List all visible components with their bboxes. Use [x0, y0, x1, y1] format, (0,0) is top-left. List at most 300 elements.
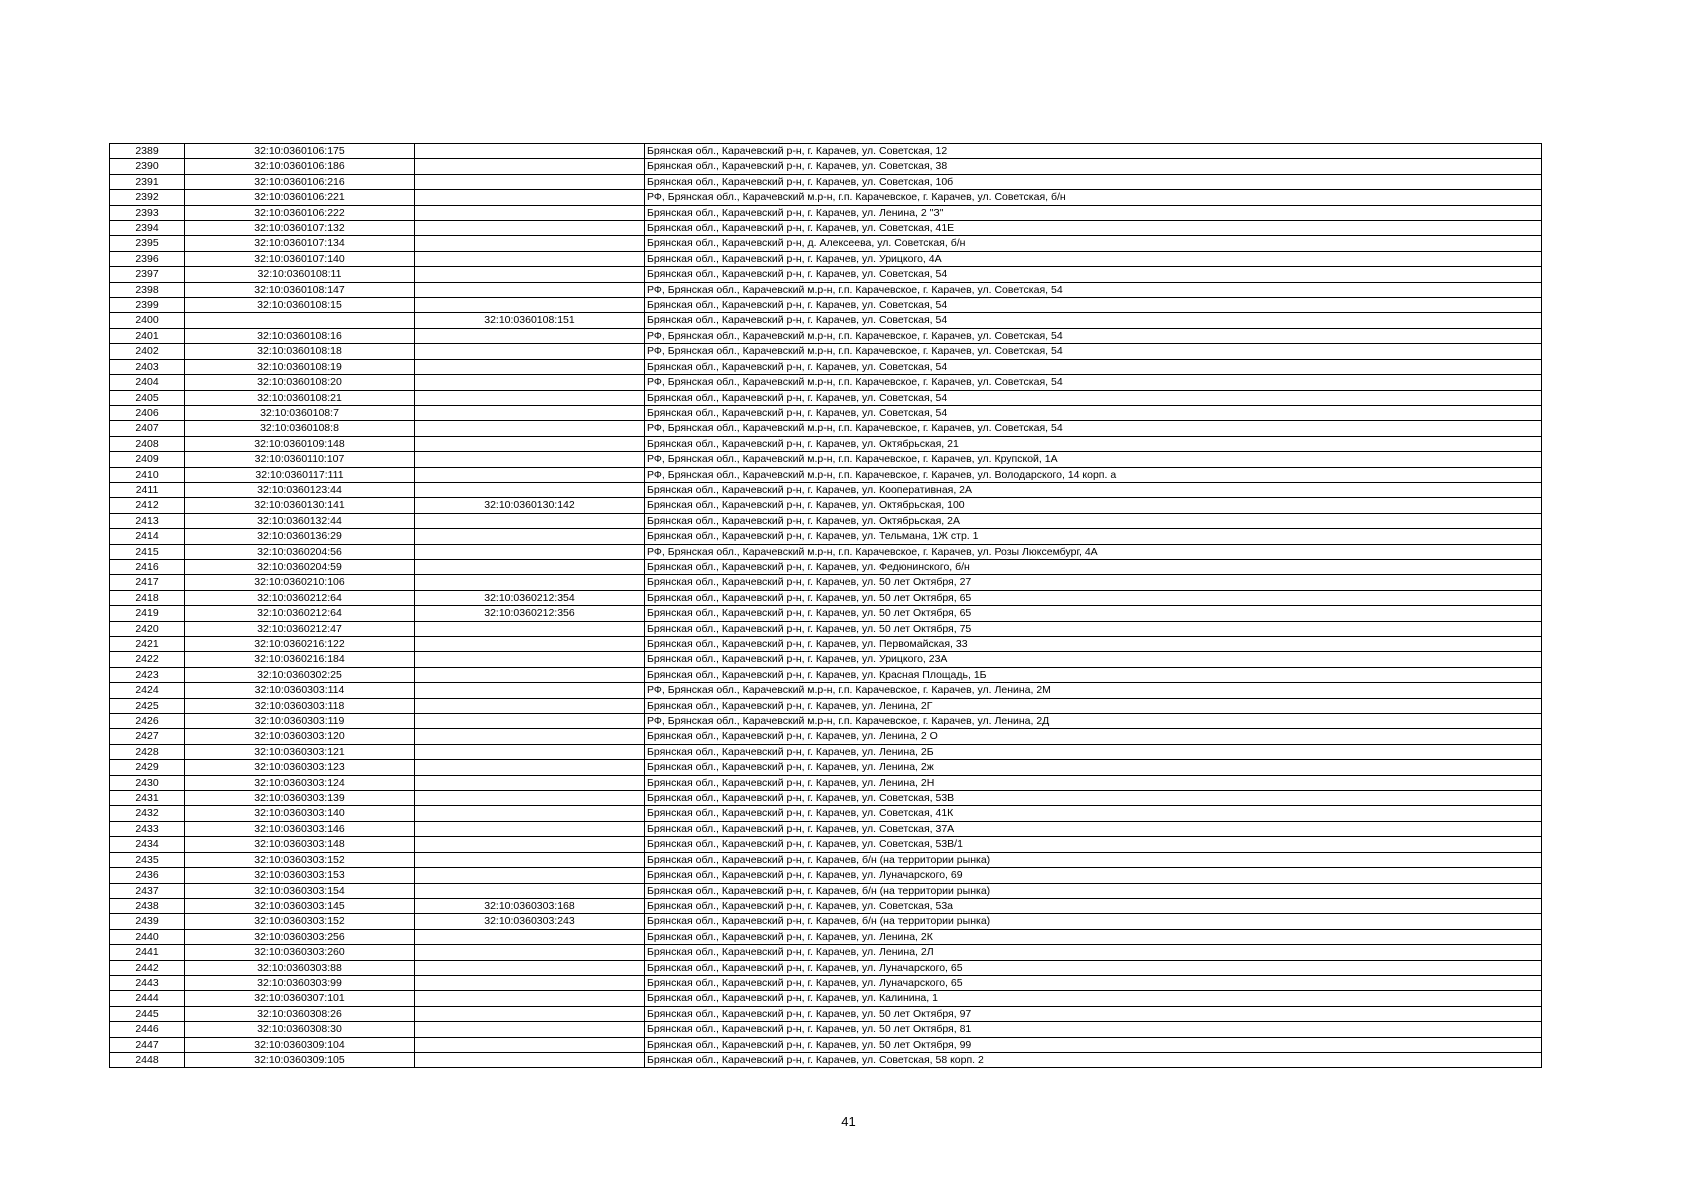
cadastral-number-cell: 32:10:0360106:222	[185, 205, 415, 220]
cadastral-number-cell: 32:10:0360308:30	[185, 1022, 415, 1037]
cadastral-number-cell: 32:10:0360303:121	[185, 744, 415, 759]
cadastral-number-cell	[185, 313, 415, 328]
address-cell: Брянская обл., Карачевский р-н, г. Карачев, ул. 50 лет Октября, 97	[645, 1006, 1542, 1021]
address-cell: Брянская обл., Карачевский р-н, г. Карачев, ул. Советская, 53В	[645, 791, 1542, 806]
cadastral-number-cell: 32:10:0360107:140	[185, 251, 415, 266]
cadastral-number-cell: 32:10:0360216:184	[185, 652, 415, 667]
building-cadastral-number-cell	[415, 1006, 645, 1021]
building-cadastral-number-cell	[415, 205, 645, 220]
table-row	[110, 1037, 1542, 1052]
row-number-cell: 2412	[110, 498, 185, 513]
table-row	[110, 251, 1542, 266]
building-cadastral-number-cell	[415, 1022, 645, 1037]
building-cadastral-number-cell	[415, 991, 645, 1006]
table-row	[110, 575, 1542, 590]
table-row	[110, 190, 1542, 205]
address-cell: Брянская обл., Карачевский р-н, г. Карачев, ул. Советская, 58 корп. 2	[645, 1052, 1542, 1067]
building-cadastral-number-cell	[415, 621, 645, 636]
address-cell: РФ, Брянская обл., Карачевский м.р-н, г.п. Карачевское, г. Карачев, ул. Розы Люксембург, 4А	[645, 544, 1542, 559]
row-number-cell: 2397	[110, 267, 185, 282]
address-cell: РФ, Брянская обл., Карачевский м.р-н, г.п. Карачевское, г. Карачев, ул. Советская, 54	[645, 328, 1542, 343]
building-cadastral-number-cell	[415, 344, 645, 359]
row-number-cell: 2445	[110, 1006, 185, 1021]
table-row	[110, 159, 1542, 174]
table-row	[110, 174, 1542, 189]
table-row	[110, 821, 1542, 836]
building-cadastral-number-cell	[415, 883, 645, 898]
building-cadastral-number-cell	[415, 714, 645, 729]
address-cell: Брянская обл., Карачевский р-н, г. Карачев, ул. Советская, 12	[645, 144, 1542, 159]
building-cadastral-number-cell	[415, 436, 645, 451]
row-number-cell: 2403	[110, 359, 185, 374]
cadastral-number-cell: 32:10:0360303:139	[185, 791, 415, 806]
building-cadastral-number-cell	[415, 298, 645, 313]
cadastral-number-cell: 32:10:0360308:26	[185, 1006, 415, 1021]
address-cell: Брянская обл., Карачевский р-н, г. Карачев, ул. Советская, 54	[645, 359, 1542, 374]
cadastral-number-cell: 32:10:0360108:15	[185, 298, 415, 313]
table-row	[110, 760, 1542, 775]
row-number-cell: 2392	[110, 190, 185, 205]
table-row	[110, 390, 1542, 405]
cadastral-number-cell: 32:10:0360210:106	[185, 575, 415, 590]
address-cell: Брянская обл., Карачевский р-н, г. Карачев, ул. Советская, 54	[645, 313, 1542, 328]
row-number-cell: 2393	[110, 205, 185, 220]
address-cell: Брянская обл., Карачевский р-н, г. Карачев, ул. Федюнинского, б/н	[645, 559, 1542, 574]
table-row	[110, 221, 1542, 236]
table-row	[110, 914, 1542, 929]
address-cell: Брянская обл., Карачевский р-н, г. Карачев, ул. Советская, 54	[645, 405, 1542, 420]
cadastral-number-cell: 32:10:0360303:123	[185, 760, 415, 775]
row-number-cell: 2420	[110, 621, 185, 636]
building-cadastral-number-cell	[415, 868, 645, 883]
table-row	[110, 298, 1542, 313]
row-number-cell: 2423	[110, 667, 185, 682]
table-row	[110, 744, 1542, 759]
cadastral-number-cell: 32:10:0360108:147	[185, 282, 415, 297]
address-cell: Брянская обл., Карачевский р-н, г. Карачев, ул. 50 лет Октября, 75	[645, 621, 1542, 636]
building-cadastral-number-cell	[415, 960, 645, 975]
cadastral-number-cell: 32:10:0360108:21	[185, 390, 415, 405]
building-cadastral-number-cell	[415, 482, 645, 497]
cadastral-number-cell: 32:10:0360212:47	[185, 621, 415, 636]
table-row	[110, 590, 1542, 605]
building-cadastral-number-cell	[415, 267, 645, 282]
building-cadastral-number-cell	[415, 637, 645, 652]
cadastral-number-cell: 32:10:0360309:104	[185, 1037, 415, 1052]
cadastral-number-cell: 32:10:0360108:20	[185, 375, 415, 390]
address-cell: Брянская обл., Карачевский р-н, г. Карачев, ул. Луначарского, 65	[645, 975, 1542, 990]
building-cadastral-number-cell: 32:10:0360303:243	[415, 914, 645, 929]
address-cell: Брянская обл., Карачевский р-н, г. Карачев, ул. Ленина, 2ж	[645, 760, 1542, 775]
table-row	[110, 436, 1542, 451]
cadastral-number-cell: 32:10:0360303:152	[185, 914, 415, 929]
cadastral-number-cell: 32:10:0360303:145	[185, 898, 415, 913]
table-row	[110, 837, 1542, 852]
table-row	[110, 852, 1542, 867]
cadastral-number-cell: 32:10:0360109:148	[185, 436, 415, 451]
address-cell: Брянская обл., Карачевский р-н, г. Карачев, ул. Калинина, 1	[645, 991, 1542, 1006]
table-row	[110, 898, 1542, 913]
table-row	[110, 667, 1542, 682]
address-cell: Брянская обл., Карачевский р-н, г. Карачев, ул. Октябрьская, 100	[645, 498, 1542, 513]
building-cadastral-number-cell	[415, 929, 645, 944]
address-cell: Брянская обл., Карачевский р-н, г. Карачев, ул. Ленина, 2Н	[645, 775, 1542, 790]
row-number-cell: 2432	[110, 806, 185, 821]
address-cell: РФ, Брянская обл., Карачевский м.р-н, г.п. Карачевское, г. Карачев, ул. Володарского, 14 корп. а	[645, 467, 1542, 482]
building-cadastral-number-cell	[415, 1037, 645, 1052]
cadastral-number-cell: 32:10:0360303:154	[185, 883, 415, 898]
cadastral-number-cell: 32:10:0360303:99	[185, 975, 415, 990]
cadastral-number-cell: 32:10:0360204:59	[185, 559, 415, 574]
cadastral-number-cell: 32:10:0360106:186	[185, 159, 415, 174]
address-cell: Брянская обл., Карачевский р-н, г. Карачев, ул. Ленина, 2 О	[645, 729, 1542, 744]
cadastral-number-cell: 32:10:0360108:11	[185, 267, 415, 282]
cadastral-number-cell: 32:10:0360108:8	[185, 421, 415, 436]
address-cell: РФ, Брянская обл., Карачевский м.р-н, г.п. Карачевское, г. Карачев, ул. Советская, 54	[645, 282, 1542, 297]
table-row	[110, 698, 1542, 713]
address-cell: Брянская обл., Карачевский р-н, г. Карачев, ул. Советская, 54	[645, 390, 1542, 405]
row-number-cell: 2429	[110, 760, 185, 775]
table-row	[110, 559, 1542, 574]
row-number-cell: 2443	[110, 975, 185, 990]
row-number-cell: 2419	[110, 606, 185, 621]
row-number-cell: 2411	[110, 482, 185, 497]
building-cadastral-number-cell	[415, 775, 645, 790]
row-number-cell: 2441	[110, 945, 185, 960]
row-number-cell: 2409	[110, 452, 185, 467]
cadastral-number-cell: 32:10:0360212:64	[185, 606, 415, 621]
table-row	[110, 683, 1542, 698]
building-cadastral-number-cell	[415, 251, 645, 266]
row-number-cell: 2442	[110, 960, 185, 975]
row-number-cell: 2389	[110, 144, 185, 159]
table-row	[110, 498, 1542, 513]
cadastral-number-cell: 32:10:0360303:260	[185, 945, 415, 960]
cadastral-number-cell: 32:10:0360303:148	[185, 837, 415, 852]
table-row	[110, 144, 1542, 159]
row-number-cell: 2436	[110, 868, 185, 883]
row-number-cell: 2418	[110, 590, 185, 605]
building-cadastral-number-cell: 32:10:0360212:356	[415, 606, 645, 621]
row-number-cell: 2433	[110, 821, 185, 836]
address-cell: Брянская обл., Карачевский р-н, г. Карачев, ул. Советская, 53В/1	[645, 837, 1542, 852]
row-number-cell: 2396	[110, 251, 185, 266]
cadastral-number-cell: 32:10:0360303:118	[185, 698, 415, 713]
building-cadastral-number-cell	[415, 405, 645, 420]
table-row	[110, 975, 1542, 990]
row-number-cell: 2424	[110, 683, 185, 698]
cadastral-number-cell: 32:10:0360303:119	[185, 714, 415, 729]
building-cadastral-number-cell	[415, 421, 645, 436]
property-registry-table	[109, 143, 1542, 1068]
building-cadastral-number-cell	[415, 945, 645, 960]
building-cadastral-number-cell	[415, 221, 645, 236]
address-cell: Брянская обл., Карачевский р-н, г. Карачев, ул. Советская, 38	[645, 159, 1542, 174]
address-cell: Брянская обл., Карачевский р-н, г. Карачев, ул. 50 лет Октября, 99	[645, 1037, 1542, 1052]
cadastral-number-cell: 32:10:0360307:101	[185, 991, 415, 1006]
cadastral-number-cell: 32:10:0360309:105	[185, 1052, 415, 1067]
row-number-cell: 2425	[110, 698, 185, 713]
row-number-cell: 2390	[110, 159, 185, 174]
address-cell: Брянская обл., Карачевский р-н, г. Карачев, ул. Советская, 37А	[645, 821, 1542, 836]
row-number-cell: 2395	[110, 236, 185, 251]
table-row	[110, 205, 1542, 220]
row-number-cell: 2407	[110, 421, 185, 436]
address-cell: Брянская обл., Карачевский р-н, г. Карачев, ул. Урицкого, 4А	[645, 251, 1542, 266]
address-cell: Брянская обл., Карачевский р-н, г. Карачев, ул. 50 лет Октября, 27	[645, 575, 1542, 590]
address-cell: Брянская обл., Карачевский р-н, г. Карачев, ул. Тельмана, 1Ж стр. 1	[645, 529, 1542, 544]
cadastral-number-cell: 32:10:0360303:114	[185, 683, 415, 698]
building-cadastral-number-cell	[415, 328, 645, 343]
address-cell: РФ, Брянская обл., Карачевский м.р-н, г.п. Карачевское, г. Карачев, ул. Советская, 54	[645, 375, 1542, 390]
row-number-cell: 2410	[110, 467, 185, 482]
building-cadastral-number-cell	[415, 1052, 645, 1067]
row-number-cell: 2398	[110, 282, 185, 297]
address-cell: РФ, Брянская обл., Карачевский м.р-н, г.п. Карачевское, г. Карачев, ул. Советская, б/н	[645, 190, 1542, 205]
building-cadastral-number-cell	[415, 837, 645, 852]
row-number-cell: 2391	[110, 174, 185, 189]
table-row	[110, 1022, 1542, 1037]
row-number-cell: 2434	[110, 837, 185, 852]
table-row	[110, 328, 1542, 343]
cadastral-number-cell: 32:10:0360123:44	[185, 482, 415, 497]
building-cadastral-number-cell	[415, 144, 645, 159]
table-row	[110, 282, 1542, 297]
row-number-cell: 2408	[110, 436, 185, 451]
building-cadastral-number-cell: 32:10:0360130:142	[415, 498, 645, 513]
address-cell: Брянская обл., Карачевский р-н, г. Карачев, ул. Советская, 41К	[645, 806, 1542, 821]
address-cell: Брянская обл., Карачевский р-н, г. Карачев, б/н (на территории рынка)	[645, 883, 1542, 898]
table-row	[110, 868, 1542, 883]
table-row	[110, 513, 1542, 528]
row-number-cell: 2430	[110, 775, 185, 790]
building-cadastral-number-cell: 32:10:0360108:151	[415, 313, 645, 328]
address-cell: Брянская обл., Карачевский р-н, д. Алексеева, ул. Советская, б/н	[645, 236, 1542, 251]
address-cell: Брянская обл., Карачевский р-н, г. Карачев, ул. Луначарского, 69	[645, 868, 1542, 883]
table-row	[110, 791, 1542, 806]
building-cadastral-number-cell	[415, 791, 645, 806]
row-number-cell: 2394	[110, 221, 185, 236]
cadastral-number-cell: 32:10:0360303:256	[185, 929, 415, 944]
building-cadastral-number-cell	[415, 559, 645, 574]
table-row	[110, 637, 1542, 652]
row-number-cell: 2400	[110, 313, 185, 328]
row-number-cell: 2416	[110, 559, 185, 574]
row-number-cell: 2447	[110, 1037, 185, 1052]
table-row	[110, 344, 1542, 359]
table-row	[110, 621, 1542, 636]
building-cadastral-number-cell	[415, 359, 645, 374]
address-cell: Брянская обл., Карачевский р-н, г. Карачев, ул. Ленина, 2Л	[645, 945, 1542, 960]
row-number-cell: 2440	[110, 929, 185, 944]
address-cell: Брянская обл., Карачевский р-н, г. Карачев, ул. Советская, 41Е	[645, 221, 1542, 236]
row-number-cell: 2422	[110, 652, 185, 667]
table-row	[110, 467, 1542, 482]
row-number-cell: 2431	[110, 791, 185, 806]
table-row	[110, 267, 1542, 282]
cadastral-number-cell: 32:10:0360117:111	[185, 467, 415, 482]
row-number-cell: 2437	[110, 883, 185, 898]
building-cadastral-number-cell	[415, 652, 645, 667]
building-cadastral-number-cell	[415, 282, 645, 297]
building-cadastral-number-cell	[415, 698, 645, 713]
cadastral-number-cell: 32:10:0360303:140	[185, 806, 415, 821]
table-row	[110, 1052, 1542, 1067]
table-row	[110, 945, 1542, 960]
address-cell: Брянская обл., Карачевский р-н, г. Карачев, ул. Луначарского, 65	[645, 960, 1542, 975]
row-number-cell: 2444	[110, 991, 185, 1006]
cadastral-number-cell: 32:10:0360107:132	[185, 221, 415, 236]
building-cadastral-number-cell	[415, 806, 645, 821]
cadastral-number-cell: 32:10:0360106:221	[185, 190, 415, 205]
table-row	[110, 375, 1542, 390]
building-cadastral-number-cell	[415, 159, 645, 174]
row-number-cell: 2421	[110, 637, 185, 652]
address-cell: Брянская обл., Карачевский р-н, г. Карачев, б/н (на территории рынка)	[645, 852, 1542, 867]
cadastral-number-cell: 32:10:0360110:107	[185, 452, 415, 467]
row-number-cell: 2415	[110, 544, 185, 559]
cadastral-number-cell: 32:10:0360136:29	[185, 529, 415, 544]
row-number-cell: 2413	[110, 513, 185, 528]
cadastral-number-cell: 32:10:0360212:64	[185, 590, 415, 605]
building-cadastral-number-cell	[415, 513, 645, 528]
address-cell: Брянская обл., Карачевский р-н, г. Карачев, ул. 50 лет Октября, 65	[645, 590, 1542, 605]
building-cadastral-number-cell: 32:10:0360212:354	[415, 590, 645, 605]
building-cadastral-number-cell	[415, 529, 645, 544]
building-cadastral-number-cell	[415, 390, 645, 405]
address-cell: Брянская обл., Карачевский р-н, г. Карачев, ул. Урицкого, 23А	[645, 652, 1542, 667]
address-cell: Брянская обл., Карачевский р-н, г. Карачев, ул. 50 лет Октября, 81	[645, 1022, 1542, 1037]
building-cadastral-number-cell	[415, 544, 645, 559]
table-row	[110, 714, 1542, 729]
cadastral-number-cell: 32:10:0360106:175	[185, 144, 415, 159]
row-number-cell: 2435	[110, 852, 185, 867]
row-number-cell: 2406	[110, 405, 185, 420]
cadastral-number-cell: 32:10:0360303:153	[185, 868, 415, 883]
row-number-cell: 2426	[110, 714, 185, 729]
building-cadastral-number-cell	[415, 760, 645, 775]
building-cadastral-number-cell: 32:10:0360303:168	[415, 898, 645, 913]
address-cell: Брянская обл., Карачевский р-н, г. Карачев, ул. Кооперативная, 2А	[645, 482, 1542, 497]
row-number-cell: 2417	[110, 575, 185, 590]
table-row	[110, 1006, 1542, 1021]
building-cadastral-number-cell	[415, 821, 645, 836]
row-number-cell: 2427	[110, 729, 185, 744]
address-cell: Брянская обл., Карачевский р-н, г. Карачев, ул. Ленина, 2Г	[645, 698, 1542, 713]
row-number-cell: 2446	[110, 1022, 185, 1037]
cadastral-number-cell: 32:10:0360132:44	[185, 513, 415, 528]
building-cadastral-number-cell	[415, 667, 645, 682]
address-cell: Брянская обл., Карачевский р-н, г. Карачев, ул. 50 лет Октября, 65	[645, 606, 1542, 621]
row-number-cell: 2439	[110, 914, 185, 929]
row-number-cell: 2438	[110, 898, 185, 913]
table-row	[110, 529, 1542, 544]
address-cell: Брянская обл., Карачевский р-н, г. Карачев, ул. Советская, 54	[645, 298, 1542, 313]
building-cadastral-number-cell	[415, 452, 645, 467]
table-row	[110, 929, 1542, 944]
row-number-cell: 2428	[110, 744, 185, 759]
building-cadastral-number-cell	[415, 190, 645, 205]
address-cell: РФ, Брянская обл., Карачевский м.р-н, г.п. Карачевское, г. Карачев, ул. Ленина, 2М	[645, 683, 1542, 698]
row-number-cell: 2401	[110, 328, 185, 343]
table-row	[110, 544, 1542, 559]
table-row	[110, 883, 1542, 898]
building-cadastral-number-cell	[415, 975, 645, 990]
cadastral-number-cell: 32:10:0360108:18	[185, 344, 415, 359]
building-cadastral-number-cell	[415, 174, 645, 189]
cadastral-number-cell: 32:10:0360216:122	[185, 637, 415, 652]
address-cell: Брянская обл., Карачевский р-н, г. Карачев, б/н (на территории рынка)	[645, 914, 1542, 929]
address-cell: Брянская обл., Карачевский р-н, г. Карачев, ул. Октябрьская, 21	[645, 436, 1542, 451]
table-row	[110, 405, 1542, 420]
row-number-cell: 2414	[110, 529, 185, 544]
table-row	[110, 806, 1542, 821]
table-row	[110, 729, 1542, 744]
address-cell: РФ, Брянская обл., Карачевский м.р-н, г.п. Карачевское, г. Карачев, ул. Крупской, 1А	[645, 452, 1542, 467]
table-row	[110, 652, 1542, 667]
building-cadastral-number-cell	[415, 744, 645, 759]
cadastral-number-cell: 32:10:0360108:16	[185, 328, 415, 343]
table-row	[110, 775, 1542, 790]
page-number: 41	[841, 1114, 856, 1129]
table-row	[110, 359, 1542, 374]
building-cadastral-number-cell	[415, 575, 645, 590]
cadastral-number-cell: 32:10:0360130:141	[185, 498, 415, 513]
building-cadastral-number-cell	[415, 729, 645, 744]
row-number-cell: 2402	[110, 344, 185, 359]
address-cell: Брянская обл., Карачевский р-н, г. Карачев, ул. Ленина, 2К	[645, 929, 1542, 944]
table-row	[110, 421, 1542, 436]
cadastral-number-cell: 32:10:0360108:19	[185, 359, 415, 374]
address-cell: РФ, Брянская обл., Карачевский м.р-н, г.п. Карачевское, г. Карачев, ул. Советская, 54	[645, 421, 1542, 436]
address-cell: Брянская обл., Карачевский р-н, г. Карачев, ул. Октябрьская, 2А	[645, 513, 1542, 528]
cadastral-number-cell: 32:10:0360303:124	[185, 775, 415, 790]
table-body	[110, 144, 1542, 1068]
building-cadastral-number-cell	[415, 236, 645, 251]
table-row	[110, 606, 1542, 621]
building-cadastral-number-cell	[415, 683, 645, 698]
cadastral-number-cell: 32:10:0360303:120	[185, 729, 415, 744]
address-cell: Брянская обл., Карачевский р-н, г. Карачев, ул. Первомайская, 33	[645, 637, 1542, 652]
building-cadastral-number-cell	[415, 852, 645, 867]
address-cell: Брянская обл., Карачевский р-н, г. Карачев, ул. Красная Площадь, 1Б	[645, 667, 1542, 682]
table-row	[110, 991, 1542, 1006]
address-cell: РФ, Брянская обл., Карачевский м.р-н, г.п. Карачевское, г. Карачев, ул. Ленина, 2Д	[645, 714, 1542, 729]
row-number-cell: 2404	[110, 375, 185, 390]
table-row	[110, 960, 1542, 975]
cadastral-number-cell: 32:10:0360302:25	[185, 667, 415, 682]
cadastral-number-cell: 32:10:0360303:146	[185, 821, 415, 836]
cadastral-number-cell: 32:10:0360108:7	[185, 405, 415, 420]
cadastral-number-cell: 32:10:0360107:134	[185, 236, 415, 251]
building-cadastral-number-cell	[415, 375, 645, 390]
cadastral-number-cell: 32:10:0360106:216	[185, 174, 415, 189]
table-row	[110, 482, 1542, 497]
address-cell: Брянская обл., Карачевский р-н, г. Карачев, ул. Советская, 54	[645, 267, 1542, 282]
address-cell: Брянская обл., Карачевский р-н, г. Карачев, ул. Ленина, 2 "З"	[645, 205, 1542, 220]
address-cell: Брянская обл., Карачевский р-н, г. Карачев, ул. Ленина, 2Б	[645, 744, 1542, 759]
cadastral-number-cell: 32:10:0360303:152	[185, 852, 415, 867]
table-row	[110, 236, 1542, 251]
table-row	[110, 452, 1542, 467]
address-cell: Брянская обл., Карачевский р-н, г. Карачев, ул. Советская, 10б	[645, 174, 1542, 189]
address-cell: РФ, Брянская обл., Карачевский м.р-н, г.п. Карачевское, г. Карачев, ул. Советская, 54	[645, 344, 1542, 359]
table-row	[110, 313, 1542, 328]
cadastral-number-cell: 32:10:0360303:88	[185, 960, 415, 975]
row-number-cell: 2399	[110, 298, 185, 313]
building-cadastral-number-cell	[415, 467, 645, 482]
row-number-cell: 2448	[110, 1052, 185, 1067]
